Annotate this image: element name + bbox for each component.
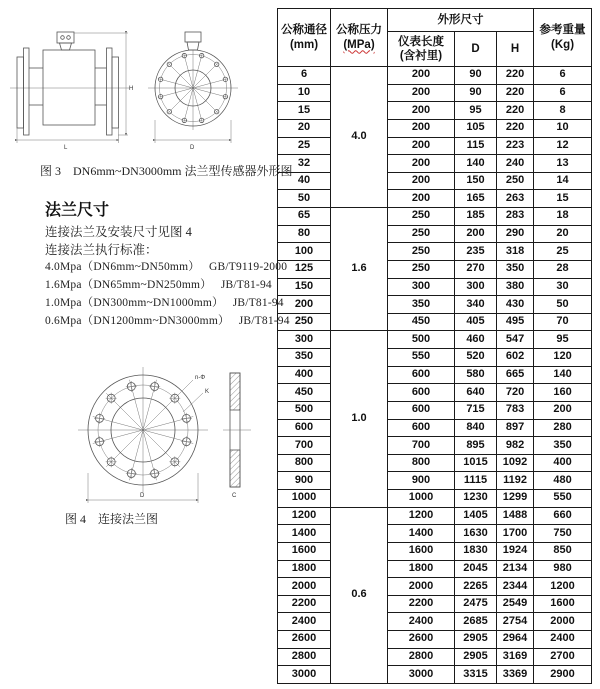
header-length-line2: (含衬里): [399, 50, 443, 62]
cell-weight: 480: [534, 472, 592, 490]
spec-row: [278, 472, 592, 490]
cell-h: 1092: [497, 454, 534, 472]
cell-h: 290: [497, 225, 534, 243]
cell-weight: 200: [534, 401, 592, 419]
spec-row: [278, 155, 592, 173]
spec-row: [278, 208, 592, 226]
cell-length: 2200: [388, 595, 455, 613]
cell-d: 1830: [455, 542, 497, 560]
flange-intro-line-1: 连接法兰及安装尺寸见图 4: [45, 225, 192, 239]
cell-length: 700: [388, 437, 455, 455]
spec-row: [278, 454, 592, 472]
cell-weight: 140: [534, 366, 592, 384]
cell-h: 220: [497, 84, 534, 102]
dim-label-d-front: D: [190, 145, 195, 151]
cell-dn: 1000: [278, 490, 331, 508]
cell-d: 165: [455, 190, 497, 208]
header-dims-group: 外形尺寸: [388, 9, 534, 32]
spec-row: [278, 525, 592, 543]
cell-weight: 6: [534, 67, 592, 85]
spec-row: [278, 507, 592, 525]
spec-row: [278, 560, 592, 578]
header-length: [388, 32, 455, 67]
cell-length: 200: [388, 137, 455, 155]
cell-length: 250: [388, 243, 455, 261]
cell-weight: 70: [534, 313, 592, 331]
cell-length: 200: [388, 119, 455, 137]
label-k: K: [205, 389, 210, 395]
flange-standard-3: 1.0Mpa（DN300mm~DN1000mm） JB/T81-94: [45, 297, 284, 309]
dim-label-d: D: [140, 493, 145, 499]
cell-length: 1200: [388, 507, 455, 525]
cell-h: 2344: [497, 578, 534, 596]
cell-dn: 40: [278, 172, 331, 190]
cell-d: 840: [455, 419, 497, 437]
cell-length: 900: [388, 472, 455, 490]
cell-h: 1488: [497, 507, 534, 525]
header-h: H: [497, 32, 534, 67]
cell-d: 640: [455, 384, 497, 402]
cell-length: 600: [388, 419, 455, 437]
cell-dn: 1800: [278, 560, 331, 578]
cell-weight: 400: [534, 454, 592, 472]
cell-dn: 6: [278, 67, 331, 85]
cell-d: 715: [455, 401, 497, 419]
spec-table: [277, 8, 592, 684]
cell-d: 3315: [455, 666, 497, 684]
cell-d: 1630: [455, 525, 497, 543]
cell-h: 1192: [497, 472, 534, 490]
figure3-sensor-drawing: [0, 0, 270, 160]
spec-row: [278, 225, 592, 243]
cell-dn: 800: [278, 454, 331, 472]
cell-d: 580: [455, 366, 497, 384]
cell-d: 270: [455, 260, 497, 278]
spec-row: [278, 331, 592, 349]
cell-length: 500: [388, 331, 455, 349]
cell-d: 235: [455, 243, 497, 261]
header-length-line1: 仪表长度: [398, 35, 444, 48]
cell-dn: 1200: [278, 507, 331, 525]
spec-row: [278, 648, 592, 666]
cell-length: 3000: [388, 666, 455, 684]
cell-length: 350: [388, 296, 455, 314]
header-pressure: [331, 9, 388, 67]
cell-dn: 350: [278, 349, 331, 367]
cell-dn: 700: [278, 437, 331, 455]
cell-weight: 15: [534, 190, 592, 208]
cell-length: 1600: [388, 542, 455, 560]
cell-length: 200: [388, 190, 455, 208]
cell-weight: 13: [534, 155, 592, 173]
cell-weight: 10: [534, 119, 592, 137]
cell-length: 1800: [388, 560, 455, 578]
cell-d: 150: [455, 172, 497, 190]
cell-dn: 25: [278, 137, 331, 155]
cell-dn: 3000: [278, 666, 331, 684]
cell-length: 250: [388, 260, 455, 278]
cell-dn: 300: [278, 331, 331, 349]
spec-row: [278, 666, 592, 684]
spec-row: [278, 296, 592, 314]
spec-row: [278, 366, 592, 384]
label-n-phi: n-Φ: [195, 375, 206, 381]
cell-length: 200: [388, 155, 455, 173]
cell-h: 223: [497, 137, 534, 155]
cell-pressure: 1.0: [331, 331, 388, 507]
dim-label-c: C: [232, 493, 237, 499]
cell-dn: 1400: [278, 525, 331, 543]
cell-length: 450: [388, 313, 455, 331]
cell-length: 250: [388, 208, 455, 226]
cell-length: 200: [388, 102, 455, 120]
cell-length: 200: [388, 172, 455, 190]
cell-h: 430: [497, 296, 534, 314]
cell-weight: 6: [534, 84, 592, 102]
cell-weight: 350: [534, 437, 592, 455]
header-d: D: [455, 32, 497, 67]
cell-d: 460: [455, 331, 497, 349]
cell-d: 200: [455, 225, 497, 243]
spec-row: [278, 437, 592, 455]
cell-pressure: 4.0: [331, 67, 388, 208]
header-dn: [278, 9, 331, 67]
cell-h: 1700: [497, 525, 534, 543]
cell-dn: 200: [278, 296, 331, 314]
header-pressure-title: 公称压力: [336, 24, 382, 37]
sensor-front-view: [148, 32, 238, 151]
cell-weight: 8: [534, 102, 592, 120]
cell-h: 897: [497, 419, 534, 437]
cell-d: 2905: [455, 648, 497, 666]
cell-length: 600: [388, 401, 455, 419]
header-dn-unit: (mm): [289, 38, 319, 51]
spec-row: [278, 190, 592, 208]
cell-weight: 50: [534, 296, 592, 314]
cell-weight: 30: [534, 278, 592, 296]
cell-h: 2964: [497, 631, 534, 649]
cell-d: 340: [455, 296, 497, 314]
cell-d: 1405: [455, 507, 497, 525]
figure3-caption: 图 3 DN6mm~DN3000mm 法兰型传感器外形图: [40, 164, 293, 178]
cell-h: 263: [497, 190, 534, 208]
cell-weight: 550: [534, 490, 592, 508]
cell-length: 2800: [388, 648, 455, 666]
cell-dn: 2000: [278, 578, 331, 596]
spec-row: [278, 102, 592, 120]
cell-length: 300: [388, 278, 455, 296]
cell-h: 240: [497, 155, 534, 173]
cell-length: 800: [388, 454, 455, 472]
cell-dn: 500: [278, 401, 331, 419]
cell-dn: 900: [278, 472, 331, 490]
cell-dn: 2800: [278, 648, 331, 666]
spec-row: [278, 278, 592, 296]
cell-weight: 95: [534, 331, 592, 349]
cell-h: 720: [497, 384, 534, 402]
cell-length: 600: [388, 366, 455, 384]
cell-h: 1924: [497, 542, 534, 560]
cell-dn: 80: [278, 225, 331, 243]
cell-h: 283: [497, 208, 534, 226]
spec-row: [278, 613, 592, 631]
cell-dn: 32: [278, 155, 331, 173]
dim-label-l: L: [64, 145, 68, 151]
cell-dn: 150: [278, 278, 331, 296]
cell-length: 2400: [388, 613, 455, 631]
cell-h: 350: [497, 260, 534, 278]
cell-dn: 100: [278, 243, 331, 261]
cell-d: 2475: [455, 595, 497, 613]
cell-d: 1115: [455, 472, 497, 490]
cell-dn: 250: [278, 313, 331, 331]
cell-dn: 65: [278, 208, 331, 226]
cell-d: 300: [455, 278, 497, 296]
spec-row: [278, 119, 592, 137]
cell-weight: 18: [534, 208, 592, 226]
spec-row: [278, 578, 592, 596]
cell-h: 665: [497, 366, 534, 384]
cell-dn: 400: [278, 366, 331, 384]
spec-row: [278, 137, 592, 155]
cell-d: 140: [455, 155, 497, 173]
cell-d: 895: [455, 437, 497, 455]
figure4-caption: 图 4 连接法兰图: [65, 512, 159, 526]
cell-dn: 10: [278, 84, 331, 102]
cell-h: 2549: [497, 595, 534, 613]
cell-length: 2600: [388, 631, 455, 649]
spec-row: [278, 260, 592, 278]
cell-weight: 850: [534, 542, 592, 560]
cell-d: 1230: [455, 490, 497, 508]
cell-weight: 280: [534, 419, 592, 437]
cell-h: 3169: [497, 648, 534, 666]
flange-section-heading: 法兰尺寸: [45, 202, 110, 219]
cell-weight: 2700: [534, 648, 592, 666]
figure4-flange-drawing: [25, 335, 265, 507]
cell-weight: 1200: [534, 578, 592, 596]
spec-row: [278, 419, 592, 437]
cell-h: 250: [497, 172, 534, 190]
cell-weight: 120: [534, 349, 592, 367]
spec-table-body: [278, 67, 592, 684]
cell-d: 105: [455, 119, 497, 137]
cell-d: 2905: [455, 631, 497, 649]
cell-weight: 1600: [534, 595, 592, 613]
cell-h: 220: [497, 102, 534, 120]
cell-h: 220: [497, 119, 534, 137]
spec-table-container: [277, 8, 591, 684]
header-weight: [534, 9, 592, 67]
cell-pressure: 1.6: [331, 208, 388, 331]
cell-h: 1299: [497, 490, 534, 508]
cell-h: 495: [497, 313, 534, 331]
cell-h: 602: [497, 349, 534, 367]
cell-weight: 28: [534, 260, 592, 278]
cell-d: 1015: [455, 454, 497, 472]
cell-dn: 450: [278, 384, 331, 402]
header-weight-title: 参考重量: [539, 24, 586, 37]
cell-h: 220: [497, 67, 534, 85]
spec-row: [278, 172, 592, 190]
header-weight-unit: (Kg): [551, 38, 575, 51]
spec-row: [278, 631, 592, 649]
header-pressure-unit: (MPa): [343, 38, 375, 51]
cell-length: 200: [388, 84, 455, 102]
cell-length: 250: [388, 225, 455, 243]
spec-row: [278, 595, 592, 613]
cell-d: 90: [455, 67, 497, 85]
cell-dn: 2200: [278, 595, 331, 613]
spec-row: [278, 384, 592, 402]
cell-dn: 50: [278, 190, 331, 208]
cell-d: 2685: [455, 613, 497, 631]
cell-h: 547: [497, 331, 534, 349]
flange-front-view: [78, 367, 209, 503]
cell-h: 318: [497, 243, 534, 261]
cell-d: 520: [455, 349, 497, 367]
cell-length: 550: [388, 349, 455, 367]
flange-standard-4: 0.6Mpa（DN1200mm~DN3000mm） JB/T81-94: [45, 315, 290, 327]
flange-intro-line-2: 连接法兰执行标准：: [45, 243, 158, 257]
cell-weight: 12: [534, 137, 592, 155]
cell-dn: 2400: [278, 613, 331, 631]
cell-h: 982: [497, 437, 534, 455]
cell-d: 2265: [455, 578, 497, 596]
cell-length: 2000: [388, 578, 455, 596]
flange-standard-2: 1.6Mpa（DN65mm~DN250mm） JB/T81-94: [45, 279, 272, 291]
cell-weight: 2900: [534, 666, 592, 684]
header-dn-title: 公称通径: [281, 24, 327, 37]
spec-row: [278, 67, 592, 85]
cell-d: 90: [455, 84, 497, 102]
spec-row: [278, 349, 592, 367]
cell-h: 380: [497, 278, 534, 296]
spec-row: [278, 243, 592, 261]
cell-length: 600: [388, 384, 455, 402]
header-row-top: [278, 9, 592, 32]
cell-h: 2754: [497, 613, 534, 631]
spec-row: [278, 313, 592, 331]
cell-weight: 980: [534, 560, 592, 578]
cell-d: 2045: [455, 560, 497, 578]
cell-length: 200: [388, 67, 455, 85]
cell-dn: 20: [278, 119, 331, 137]
spec-row: [278, 542, 592, 560]
flange-standard-1: 4.0Mpa（DN6mm~DN50mm） GB/T9119-2000: [45, 261, 288, 273]
spec-row: [278, 84, 592, 102]
dim-label-h: H: [129, 86, 134, 92]
cell-weight: 2400: [534, 631, 592, 649]
cell-dn: 15: [278, 102, 331, 120]
sensor-side-view: [10, 32, 133, 151]
cell-h: 2134: [497, 560, 534, 578]
cell-weight: 20: [534, 225, 592, 243]
cell-length: 1400: [388, 525, 455, 543]
cell-h: 783: [497, 401, 534, 419]
spec-row: [278, 490, 592, 508]
cell-d: 95: [455, 102, 497, 120]
cell-dn: 2600: [278, 631, 331, 649]
cell-weight: 660: [534, 507, 592, 525]
cell-dn: 125: [278, 260, 331, 278]
cell-weight: 14: [534, 172, 592, 190]
cell-h: 3369: [497, 666, 534, 684]
cell-d: 405: [455, 313, 497, 331]
flange-side-section: [223, 373, 251, 499]
cell-dn: 1600: [278, 542, 331, 560]
cell-length: 1000: [388, 490, 455, 508]
cell-weight: 2000: [534, 613, 592, 631]
cell-d: 115: [455, 137, 497, 155]
cell-pressure: 0.6: [331, 507, 388, 683]
cell-d: 185: [455, 208, 497, 226]
cell-weight: 750: [534, 525, 592, 543]
cell-dn: 600: [278, 419, 331, 437]
cell-weight: 160: [534, 384, 592, 402]
cell-weight: 25: [534, 243, 592, 261]
spec-row: [278, 401, 592, 419]
